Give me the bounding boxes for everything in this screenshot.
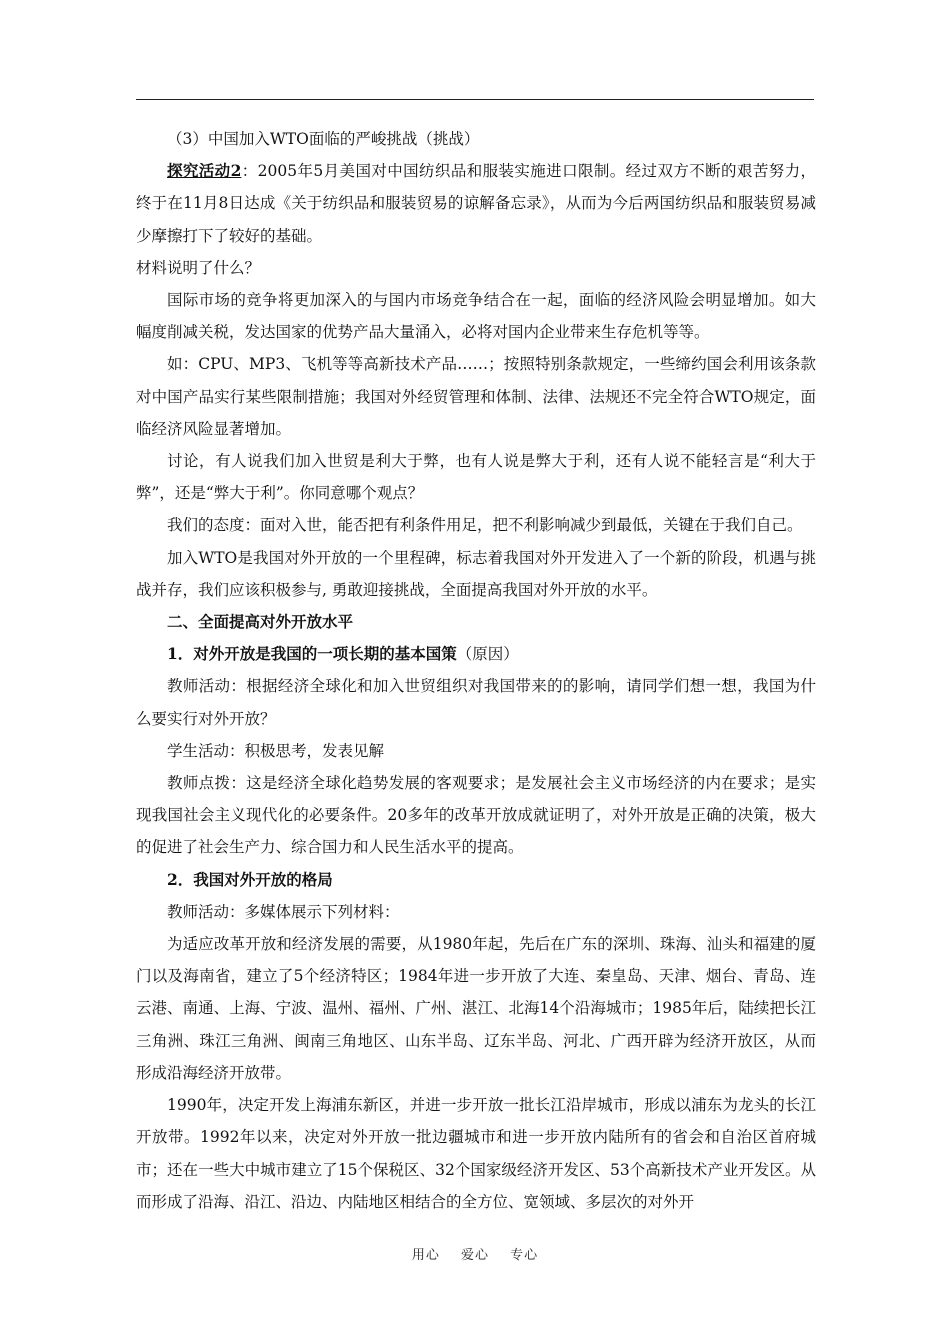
subheading-1: [136, 638, 816, 670]
footer-text-2: 爱心: [460, 1248, 489, 1263]
paragraph-answer: 国际市场的竞争将更加深入的与国内市场竞争结合在一起，面临的经济风险会明显增加。如大幅度削减关税，发达国家的优势产品大量涌入，必将对国内企业带来生存危机等等。: [136, 291, 816, 342]
paragraph-multimedia: 教师活动：多媒体展示下列材料：: [167, 902, 400, 921]
paragraph-teacher-guidance: 教师点拨：这是经济全球化趋势发展的客观要求；是发展社会主义市场经济的内在要求；是实现我国社会主义现代化的必要条件。20多年的改革开放成就证明了，对外开放是正确的决策，极大的促进了社会生产力、综合国力和人民生活水平的提高。: [136, 774, 816, 857]
paragraph-heading-challenge: （3）中国加入WTO面临的严峻挑战（挑战）: [167, 130, 480, 148]
activity-text: ：2005年5月美国对中国纺织品和服装实施进口限制。经过双方不断的艰苦努力，终于在11月8日达成《关于纺织品和服装贸易的谅解备忘录》，从而为今后两国纺织品和服装贸易减少摩擦打下了较好的基础。: [136, 162, 816, 245]
paragraph-example: 如：CPU、MP3、飞机等等高新技术产品……；按照特别条款规定，一些缔约国会利用该条款对中国产品实行某些限制措施；我国对外经贸管理和体制、法律、法规还不完全符合WTO规定，面临经济风险显著增加。: [136, 355, 816, 438]
paragraph-special-zones: 为适应改革开放和经济发展的需要，从1980年起，先后在广东的深圳、珠海、汕头和福建的厦门以及海南省，建立了5个经济特区；1984年进一步开放了大连、秦皇岛、天津、烟台、青岛、连云港、南通、上海、宁波、温州、福州、广州、湛江、北海14个沿海城市；1985年后，陆续把长江三角洲、珠江三角洲、闽南三角地区、山东半岛、辽东半岛、河北、广西开辟为经济开放区，从而形成沿海经济开放带。: [136, 935, 816, 1082]
paragraph-pudong: 1990年，决定开发上海浦东新区，并进一步开放一批长江沿岸城市，形成以浦东为龙头的长江开放带。1992年以来，决定对外开放一批边疆城市和进一步开放内陆所有的省会和自治区首府城市；还在一些大中城市建立了15个保税区、32个国家级经济开发区、53个高新技术产业开发区。从而形成了沿海、沿江、沿边、内陆地区相结合的全方位、宽领域、多层次的对外开: [136, 1096, 816, 1211]
paragraph-attitude: 我们的态度：面对入世，能否把有利条件用足，把不利影响减少到最低，关键在于我们自己。: [167, 516, 803, 535]
paragraph-teacher-activity: 教师活动：根据经济全球化和加入世贸组织对我国带来的的影响，请同学们想一想，我国为什么要实行对外开放？: [136, 677, 816, 728]
document-body: [136, 123, 816, 1218]
header-rule: [136, 99, 814, 100]
paragraph-activity-2: [136, 155, 816, 252]
subheading-1-title: 1．对外开放是我国的一项长期的基本国策: [167, 644, 457, 664]
activity-label: 探究活动2: [167, 161, 242, 181]
subheading-2: 2．我国对外开放的格局: [167, 869, 333, 889]
section-heading: 二、全面提高对外开放水平: [167, 612, 354, 632]
footer-text-1: 用心: [411, 1248, 440, 1263]
subheading-1-note: （原因）: [456, 645, 519, 664]
paragraph-student-activity: 学生活动：积极思考，发表见解: [167, 741, 385, 760]
paragraph-milestone: 加入WTO是我国对外开放的一个里程碑，标志着我国对外开发进入了一个新的阶段，机遇与挑战并存，我们应该积极参与, 勇敢迎接挑战，全面提高我国对外开放的水平。: [136, 548, 816, 599]
page-footer: [0, 1244, 950, 1263]
paragraph-discussion: 讨论，有人说我们加入世贸是利大于弊，也有人说是弊大于利，还有人说不能轻言是“利大于弊”，还是“弊大于利”。你同意哪个观点？: [136, 452, 816, 503]
footer-text-3: 专心: [510, 1248, 539, 1263]
paragraph-question: 材料说明了什么？: [136, 258, 261, 277]
